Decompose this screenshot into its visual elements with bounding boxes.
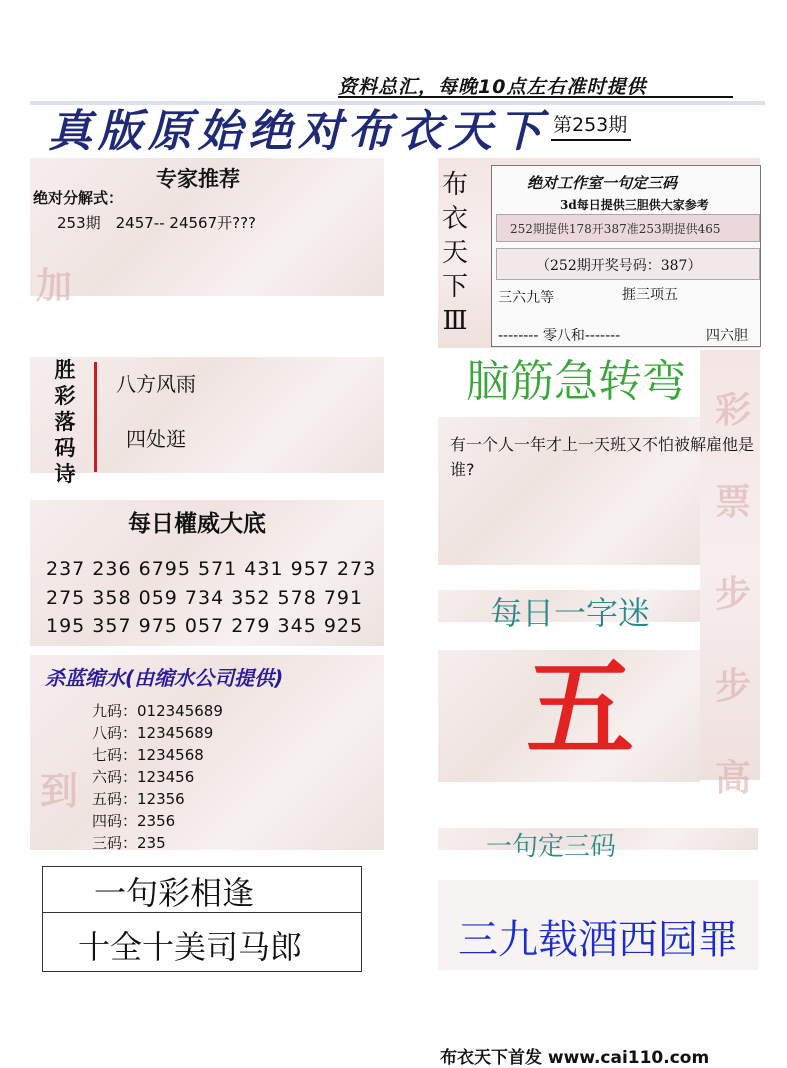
top-banner: 资料总汇，每晚10点左右准时提供 bbox=[338, 72, 733, 98]
riddle-heading: 每日一字迷 bbox=[490, 594, 651, 632]
ghost-text-left-2: 到 bbox=[40, 769, 79, 813]
expert-line: 253期 2457-- 24567开??? bbox=[57, 214, 256, 232]
studio-vertical-char: 天 bbox=[441, 238, 468, 268]
studio-line-1: 252期提供178开387准253期提供465 bbox=[510, 222, 721, 236]
studio-title: 绝对工作室一句定三码 bbox=[527, 174, 678, 192]
expert-heading: 专家推荐 bbox=[156, 167, 240, 191]
issue-number: 第253期 bbox=[551, 110, 631, 141]
studio-hint-mid: 捱三项五 bbox=[622, 287, 678, 303]
poem-vertical-char: 胜 bbox=[54, 358, 76, 382]
code-line: 四码：2356 bbox=[92, 812, 176, 830]
studio-vertical-char: 布 bbox=[441, 170, 468, 200]
studio-vertical-title bbox=[440, 168, 470, 338]
poem-vertical-char: 彩 bbox=[54, 384, 76, 408]
code-line: 六码：123456 bbox=[92, 768, 195, 786]
daily-row: 237 236 6795 571 431 957 273 bbox=[46, 558, 377, 580]
shrink-codes bbox=[92, 700, 223, 854]
riddle-char: 五 bbox=[526, 647, 635, 772]
poem-line-2: 四处逛 bbox=[126, 427, 186, 451]
shrink-heading: 杀蓝缩水(由缩水公司提供) bbox=[45, 666, 284, 690]
code-line: 九码：012345689 bbox=[92, 702, 223, 720]
code-line: 五码：12356 bbox=[92, 790, 185, 808]
daily-heading: 每日權威大底 bbox=[128, 510, 266, 537]
ghost-text-right: 彩 票 步 步 高 bbox=[714, 390, 751, 799]
page-title: 真版原始绝对布衣天下 bbox=[48, 106, 548, 157]
poem-vertical-char: 码 bbox=[54, 436, 76, 460]
studio-bottom-left: -------- 零八和------- bbox=[498, 328, 621, 344]
studio-bottom-right: 四六胆 bbox=[706, 328, 748, 344]
ghost-text-left-1: 加 bbox=[36, 266, 73, 307]
three-code-heading: 一句定三码 bbox=[486, 832, 617, 862]
code-line: 七码：1234568 bbox=[92, 746, 204, 764]
studio-hint-left: 三六九等 bbox=[498, 290, 554, 306]
poem-vertical-title bbox=[50, 357, 80, 487]
code-line: 三码：235 bbox=[92, 834, 166, 852]
studio-vertical-char: 下 bbox=[441, 272, 468, 302]
studio-vertical-char: 衣 bbox=[441, 204, 468, 234]
poem-panel bbox=[30, 357, 384, 473]
daily-row: 195 357 975 057 279 345 925 bbox=[46, 615, 364, 637]
phrase-line-1: 一句彩相逢 bbox=[94, 874, 255, 912]
expert-label: 绝对分解式： bbox=[33, 189, 124, 207]
brain-heading: 脑筋急转弯 bbox=[466, 356, 686, 407]
code-line: 八码：12345689 bbox=[92, 724, 214, 742]
phrase-line-2: 十全十美司马郎 bbox=[78, 928, 303, 966]
footer-text: 布衣天下首发 www.cai110.com bbox=[440, 1048, 710, 1068]
studio-line-2: （252期开奖号码：387） bbox=[536, 258, 702, 274]
poem-red-divider bbox=[94, 362, 97, 472]
poem-vertical-char: 诗 bbox=[54, 462, 76, 486]
poem-line-1: 八方风雨 bbox=[116, 372, 196, 396]
studio-vertical-char: Ⅲ bbox=[442, 306, 468, 336]
three-code-text: 三九载酒西园罪 bbox=[458, 917, 738, 963]
studio-sub: 3d每日提供三胆供大家参考 bbox=[560, 198, 709, 212]
daily-row: 275 358 059 734 352 578 791 bbox=[46, 587, 364, 609]
brain-question: 有一个人一年才上一天班又不怕被解雇他是谁? bbox=[450, 435, 755, 479]
poem-vertical-char: 落 bbox=[54, 410, 76, 434]
